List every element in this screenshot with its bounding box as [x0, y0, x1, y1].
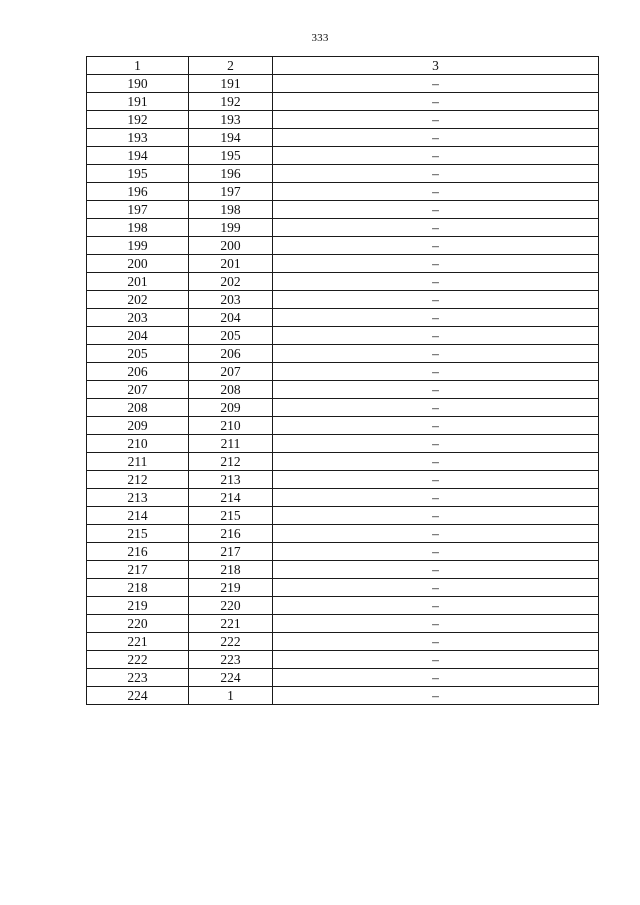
table-cell-col-2: 198 [189, 201, 273, 219]
table-cell-col-1: 198 [87, 219, 189, 237]
table-cell-col-3: – [273, 201, 599, 219]
table-cell-col-3: – [273, 327, 599, 345]
table-cell-col-3: – [273, 345, 599, 363]
table-row [87, 309, 599, 327]
table-cell-col-1: 202 [87, 291, 189, 309]
table-cell-col-1: 209 [87, 417, 189, 435]
table-cell-col-3: – [273, 165, 599, 183]
table-cell-col-3: – [273, 273, 599, 291]
table-row [87, 345, 599, 363]
table-row [87, 147, 599, 165]
table-cell-col-3: – [273, 561, 599, 579]
table-cell-col-1: 220 [87, 615, 189, 633]
table-cell-col-2: 221 [189, 615, 273, 633]
table-cell-col-2: 223 [189, 651, 273, 669]
table-cell-col-3: – [273, 489, 599, 507]
table-cell-col-2: 192 [189, 93, 273, 111]
table-cell-col-3: – [273, 453, 599, 471]
column-header-3: 3 [273, 57, 599, 75]
table-cell-col-3: – [273, 363, 599, 381]
table-cell-col-2: 224 [189, 669, 273, 687]
table-cell-col-3: – [273, 129, 599, 147]
table-cell-col-1: 207 [87, 381, 189, 399]
column-header-2: 2 [189, 57, 273, 75]
table-cell-col-2: 215 [189, 507, 273, 525]
table-cell-col-3: – [273, 111, 599, 129]
table-cell-col-3: – [273, 579, 599, 597]
table-cell-col-3: – [273, 597, 599, 615]
table-cell-col-3: – [273, 507, 599, 525]
table-row [87, 687, 599, 705]
table-row [87, 453, 599, 471]
table-row [87, 273, 599, 291]
table-row [87, 255, 599, 273]
table-cell-col-1: 195 [87, 165, 189, 183]
table-row [87, 165, 599, 183]
table-cell-col-1: 190 [87, 75, 189, 93]
table-cell-col-1: 213 [87, 489, 189, 507]
table-cell-col-2: 218 [189, 561, 273, 579]
table-cell-col-2: 1 [189, 687, 273, 705]
table-cell-col-3: – [273, 183, 599, 201]
table-cell-col-1: 224 [87, 687, 189, 705]
table-cell-col-1: 222 [87, 651, 189, 669]
table-cell-col-3: – [273, 669, 599, 687]
table-cell-col-1: 193 [87, 129, 189, 147]
table-cell-col-3: – [273, 399, 599, 417]
table-cell-col-1: 191 [87, 93, 189, 111]
table-cell-col-3: – [273, 633, 599, 651]
table-cell-col-3: – [273, 615, 599, 633]
table-cell-col-3: – [273, 525, 599, 543]
table-cell-col-1: 217 [87, 561, 189, 579]
table-row [87, 525, 599, 543]
table-cell-col-2: 199 [189, 219, 273, 237]
table-cell-col-1: 203 [87, 309, 189, 327]
table-row [87, 381, 599, 399]
table-cell-col-2: 216 [189, 525, 273, 543]
table-cell-col-2: 217 [189, 543, 273, 561]
table-row [87, 291, 599, 309]
table-cell-col-2: 214 [189, 489, 273, 507]
table-cell-col-3: – [273, 651, 599, 669]
table-cell-col-3: – [273, 255, 599, 273]
table-body [87, 75, 599, 705]
table-cell-col-1: 201 [87, 273, 189, 291]
table-row [87, 201, 599, 219]
table-cell-col-2: 208 [189, 381, 273, 399]
table-cell-col-3: – [273, 471, 599, 489]
table-cell-col-2: 207 [189, 363, 273, 381]
table-cell-col-2: 202 [189, 273, 273, 291]
table-cell-col-2: 191 [189, 75, 273, 93]
table-row [87, 183, 599, 201]
table-row [87, 669, 599, 687]
table-row [87, 417, 599, 435]
table-cell-col-2: 211 [189, 435, 273, 453]
table-cell-col-1: 214 [87, 507, 189, 525]
table-cell-col-3: – [273, 93, 599, 111]
table-cell-col-1: 192 [87, 111, 189, 129]
table-cell-col-2: 201 [189, 255, 273, 273]
table-cell-col-1: 219 [87, 597, 189, 615]
table-row [87, 633, 599, 651]
table-cell-col-3: – [273, 147, 599, 165]
table-cell-col-2: 206 [189, 345, 273, 363]
table-cell-col-1: 210 [87, 435, 189, 453]
table-cell-col-1: 216 [87, 543, 189, 561]
table-row [87, 219, 599, 237]
table-row [87, 75, 599, 93]
table-cell-col-3: – [273, 75, 599, 93]
table-row [87, 597, 599, 615]
table-cell-col-1: 223 [87, 669, 189, 687]
table-row [87, 489, 599, 507]
table-row [87, 543, 599, 561]
table-cell-col-3: – [273, 237, 599, 255]
table-row [87, 579, 599, 597]
table-cell-col-2: 213 [189, 471, 273, 489]
table-cell-col-1: 204 [87, 327, 189, 345]
table-cell-col-1: 218 [87, 579, 189, 597]
table-row [87, 129, 599, 147]
table-row [87, 561, 599, 579]
table-cell-col-2: 210 [189, 417, 273, 435]
table-cell-col-1: 215 [87, 525, 189, 543]
table-row [87, 399, 599, 417]
table-cell-col-3: – [273, 291, 599, 309]
data-table [86, 56, 599, 705]
page-number: 333 [311, 32, 329, 44]
table-cell-col-2: 203 [189, 291, 273, 309]
table-cell-col-1: 208 [87, 399, 189, 417]
table-row [87, 237, 599, 255]
table-cell-col-2: 195 [189, 147, 273, 165]
table-cell-col-2: 212 [189, 453, 273, 471]
table-cell-col-3: – [273, 435, 599, 453]
table-cell-col-2: 209 [189, 399, 273, 417]
table-cell-col-1: 221 [87, 633, 189, 651]
column-header-1: 1 [87, 57, 189, 75]
table-cell-col-3: – [273, 381, 599, 399]
table-cell-col-2: 205 [189, 327, 273, 345]
table-cell-col-2: 222 [189, 633, 273, 651]
table-cell-col-2: 204 [189, 309, 273, 327]
table-row [87, 111, 599, 129]
table-cell-col-2: 200 [189, 237, 273, 255]
table-row [87, 363, 599, 381]
table-cell-col-1: 205 [87, 345, 189, 363]
table-cell-col-1: 206 [87, 363, 189, 381]
table-cell-col-3: – [273, 687, 599, 705]
table-cell-col-3: – [273, 309, 599, 327]
table-row [87, 435, 599, 453]
table-cell-col-2: 197 [189, 183, 273, 201]
table-cell-col-1: 212 [87, 471, 189, 489]
table-row [87, 507, 599, 525]
table-row [87, 615, 599, 633]
table-cell-col-1: 211 [87, 453, 189, 471]
table-cell-col-2: 196 [189, 165, 273, 183]
table-header [87, 57, 599, 75]
table-row [87, 327, 599, 345]
table-cell-col-3: – [273, 543, 599, 561]
table-cell-col-1: 197 [87, 201, 189, 219]
table-cell-col-2: 219 [189, 579, 273, 597]
table-cell-col-1: 196 [87, 183, 189, 201]
table-cell-col-1: 194 [87, 147, 189, 165]
table-cell-col-2: 193 [189, 111, 273, 129]
table-row [87, 93, 599, 111]
table-cell-col-3: – [273, 417, 599, 435]
table-cell-col-1: 199 [87, 237, 189, 255]
table-row [87, 471, 599, 489]
table-header-row [87, 57, 599, 75]
table-cell-col-1: 200 [87, 255, 189, 273]
table-row [87, 651, 599, 669]
table-cell-col-2: 220 [189, 597, 273, 615]
table-cell-col-2: 194 [189, 129, 273, 147]
table-cell-col-3: – [273, 219, 599, 237]
